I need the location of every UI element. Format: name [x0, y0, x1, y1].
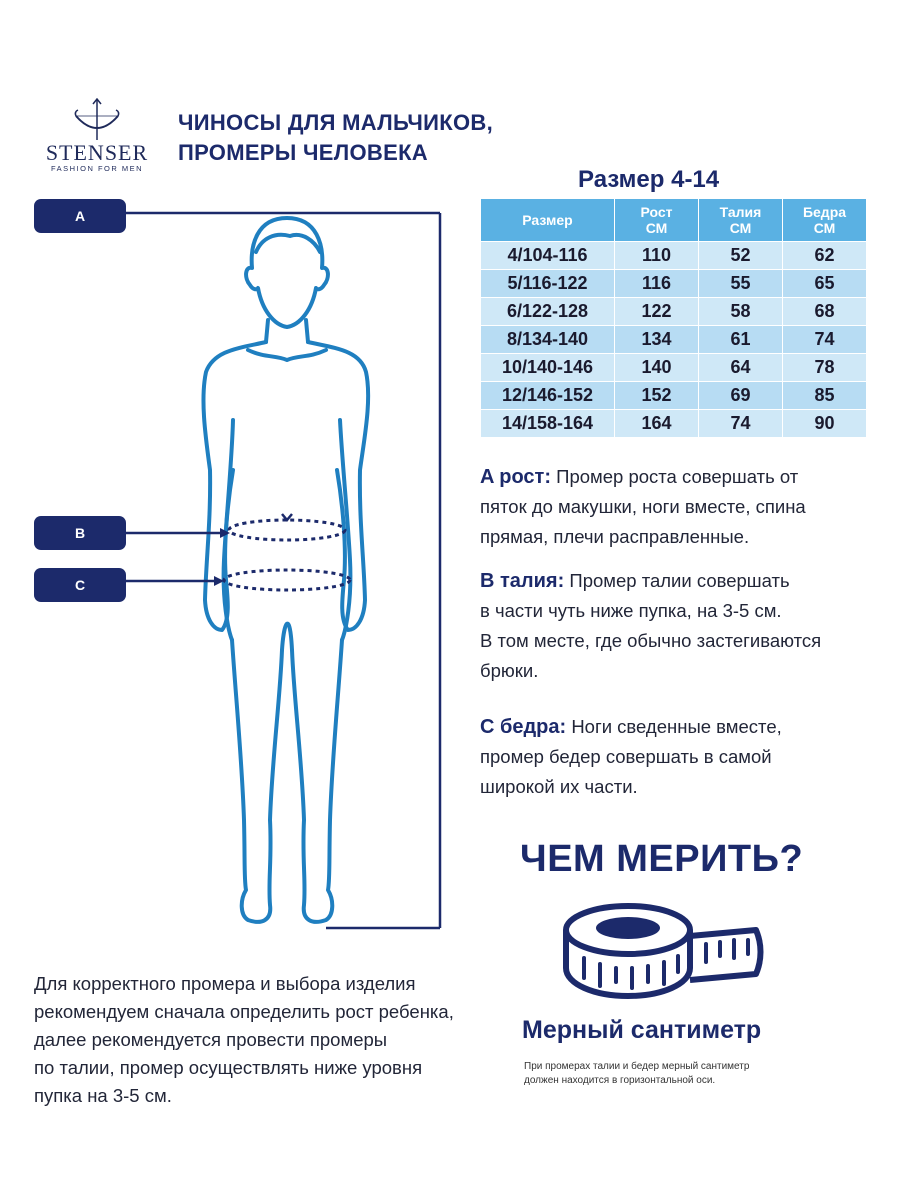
- brand-tagline: FASHION FOR MEN: [50, 164, 144, 173]
- cell-waist: 74: [699, 410, 783, 438]
- table-row: [481, 242, 867, 270]
- measure-question: ЧЕМ МЕРИТЬ?: [520, 838, 804, 880]
- size-table: [480, 198, 867, 438]
- cell-height: 152: [615, 382, 699, 410]
- cell-waist: 69: [699, 382, 783, 410]
- header-size: Размер: [481, 199, 615, 242]
- bottom-line: пупка на 3-5 см.: [34, 1085, 172, 1106]
- cell-size: 12/146-152: [481, 382, 615, 410]
- measurement-loops: [224, 520, 350, 590]
- cell-waist: 55: [699, 270, 783, 298]
- cell-size: 5/116-122: [481, 270, 615, 298]
- cell-height: 116: [615, 270, 699, 298]
- instruction-height: [480, 462, 880, 552]
- tape-measure-label: Мерный сантиметр: [522, 1016, 762, 1044]
- marker-arrows: [126, 528, 230, 586]
- cell-waist: 64: [699, 354, 783, 382]
- cell-height: 140: [615, 354, 699, 382]
- instruction-hips-line: промер бедер совершать в самой: [480, 746, 772, 767]
- cell-hips: 78: [783, 354, 867, 382]
- bottom-line: по талии, промер осуществлять ниже уровня: [34, 1057, 423, 1078]
- cell-size: 10/140-146: [481, 354, 615, 382]
- marker-c: C: [34, 568, 126, 602]
- cell-hips: 74: [783, 326, 867, 354]
- tape-measure-note: [524, 1060, 824, 1088]
- cell-size: 14/158-164: [481, 410, 615, 438]
- instruction-height-line: Промер роста совершать от: [556, 466, 799, 487]
- cell-hips: 85: [783, 382, 867, 410]
- cell-height: 134: [615, 326, 699, 354]
- header-waist: Талия СМ: [699, 199, 783, 242]
- table-row: [481, 326, 867, 354]
- table-row: [481, 354, 867, 382]
- marker-b: B: [34, 516, 126, 550]
- cell-height: 164: [615, 410, 699, 438]
- page-title-line2: ПРОМЕРЫ ЧЕЛОВЕКА: [178, 140, 428, 165]
- cell-height: 122: [615, 298, 699, 326]
- table-row: [481, 298, 867, 326]
- cell-size: 8/134-140: [481, 326, 615, 354]
- instruction-height-line: пяток до макушки, ноги вместе, спина: [480, 496, 806, 517]
- cell-hips: 90: [783, 410, 867, 438]
- tape-note-line: При промерах талии и бедер мерный сантиметр: [524, 1061, 750, 1072]
- bottom-line: рекомендуем сначала определить рост ребенка,: [34, 1001, 454, 1022]
- instruction-hips-line: широкой их части.: [480, 776, 638, 797]
- brand-name: STENSER: [45, 140, 149, 165]
- body-figure: [0, 0, 480, 960]
- header-height: Рост СМ: [615, 199, 699, 242]
- cell-hips: 65: [783, 270, 867, 298]
- instruction-height-head: A рост:: [480, 466, 552, 488]
- cell-size: 4/104-116: [481, 242, 615, 270]
- size-table-header: [481, 199, 867, 242]
- page-title-line1: ЧИНОСЫ ДЛЯ МАЛЬЧИКОВ,: [178, 110, 494, 135]
- cell-waist: 58: [699, 298, 783, 326]
- instruction-waist-line: Промер талии совершать: [569, 570, 790, 591]
- bottom-recommendation: [34, 970, 504, 1110]
- bottom-line: Для корректного промера и выбора изделия: [34, 973, 416, 994]
- table-row: [481, 382, 867, 410]
- cell-hips: 68: [783, 298, 867, 326]
- instruction-waist-line: в части чуть ниже пупка, на 3-5 см.: [480, 600, 782, 621]
- size-range-title: Размер 4-14: [578, 166, 720, 193]
- instruction-height-line: прямая, плечи расправленные.: [480, 526, 750, 547]
- table-row: [481, 270, 867, 298]
- bottom-line: далее рекомендуется провести промеры: [34, 1029, 388, 1050]
- height-bracket: [126, 213, 440, 928]
- header-hips: Бедра СМ: [783, 199, 867, 242]
- cell-size: 6/122-128: [481, 298, 615, 326]
- cell-waist: 52: [699, 242, 783, 270]
- instruction-hips-head: С бедра:: [480, 716, 567, 738]
- instruction-hips-line: Ноги сведенные вместе,: [571, 716, 782, 737]
- marker-a: A: [34, 199, 126, 233]
- cell-hips: 62: [783, 242, 867, 270]
- instruction-waist: [480, 566, 880, 686]
- instruction-waist-head: B талия:: [480, 570, 565, 592]
- instruction-waist-line: В том месте, где обычно застегиваются: [480, 630, 822, 651]
- tape-note-line: должен находится в горизонтальной оси.: [524, 1075, 716, 1086]
- table-row: [481, 410, 867, 438]
- instruction-hips: [480, 712, 880, 802]
- instruction-waist-line: брюки.: [480, 660, 539, 681]
- tape-measure-icon: [556, 896, 772, 1010]
- cell-height: 110: [615, 242, 699, 270]
- cell-waist: 61: [699, 326, 783, 354]
